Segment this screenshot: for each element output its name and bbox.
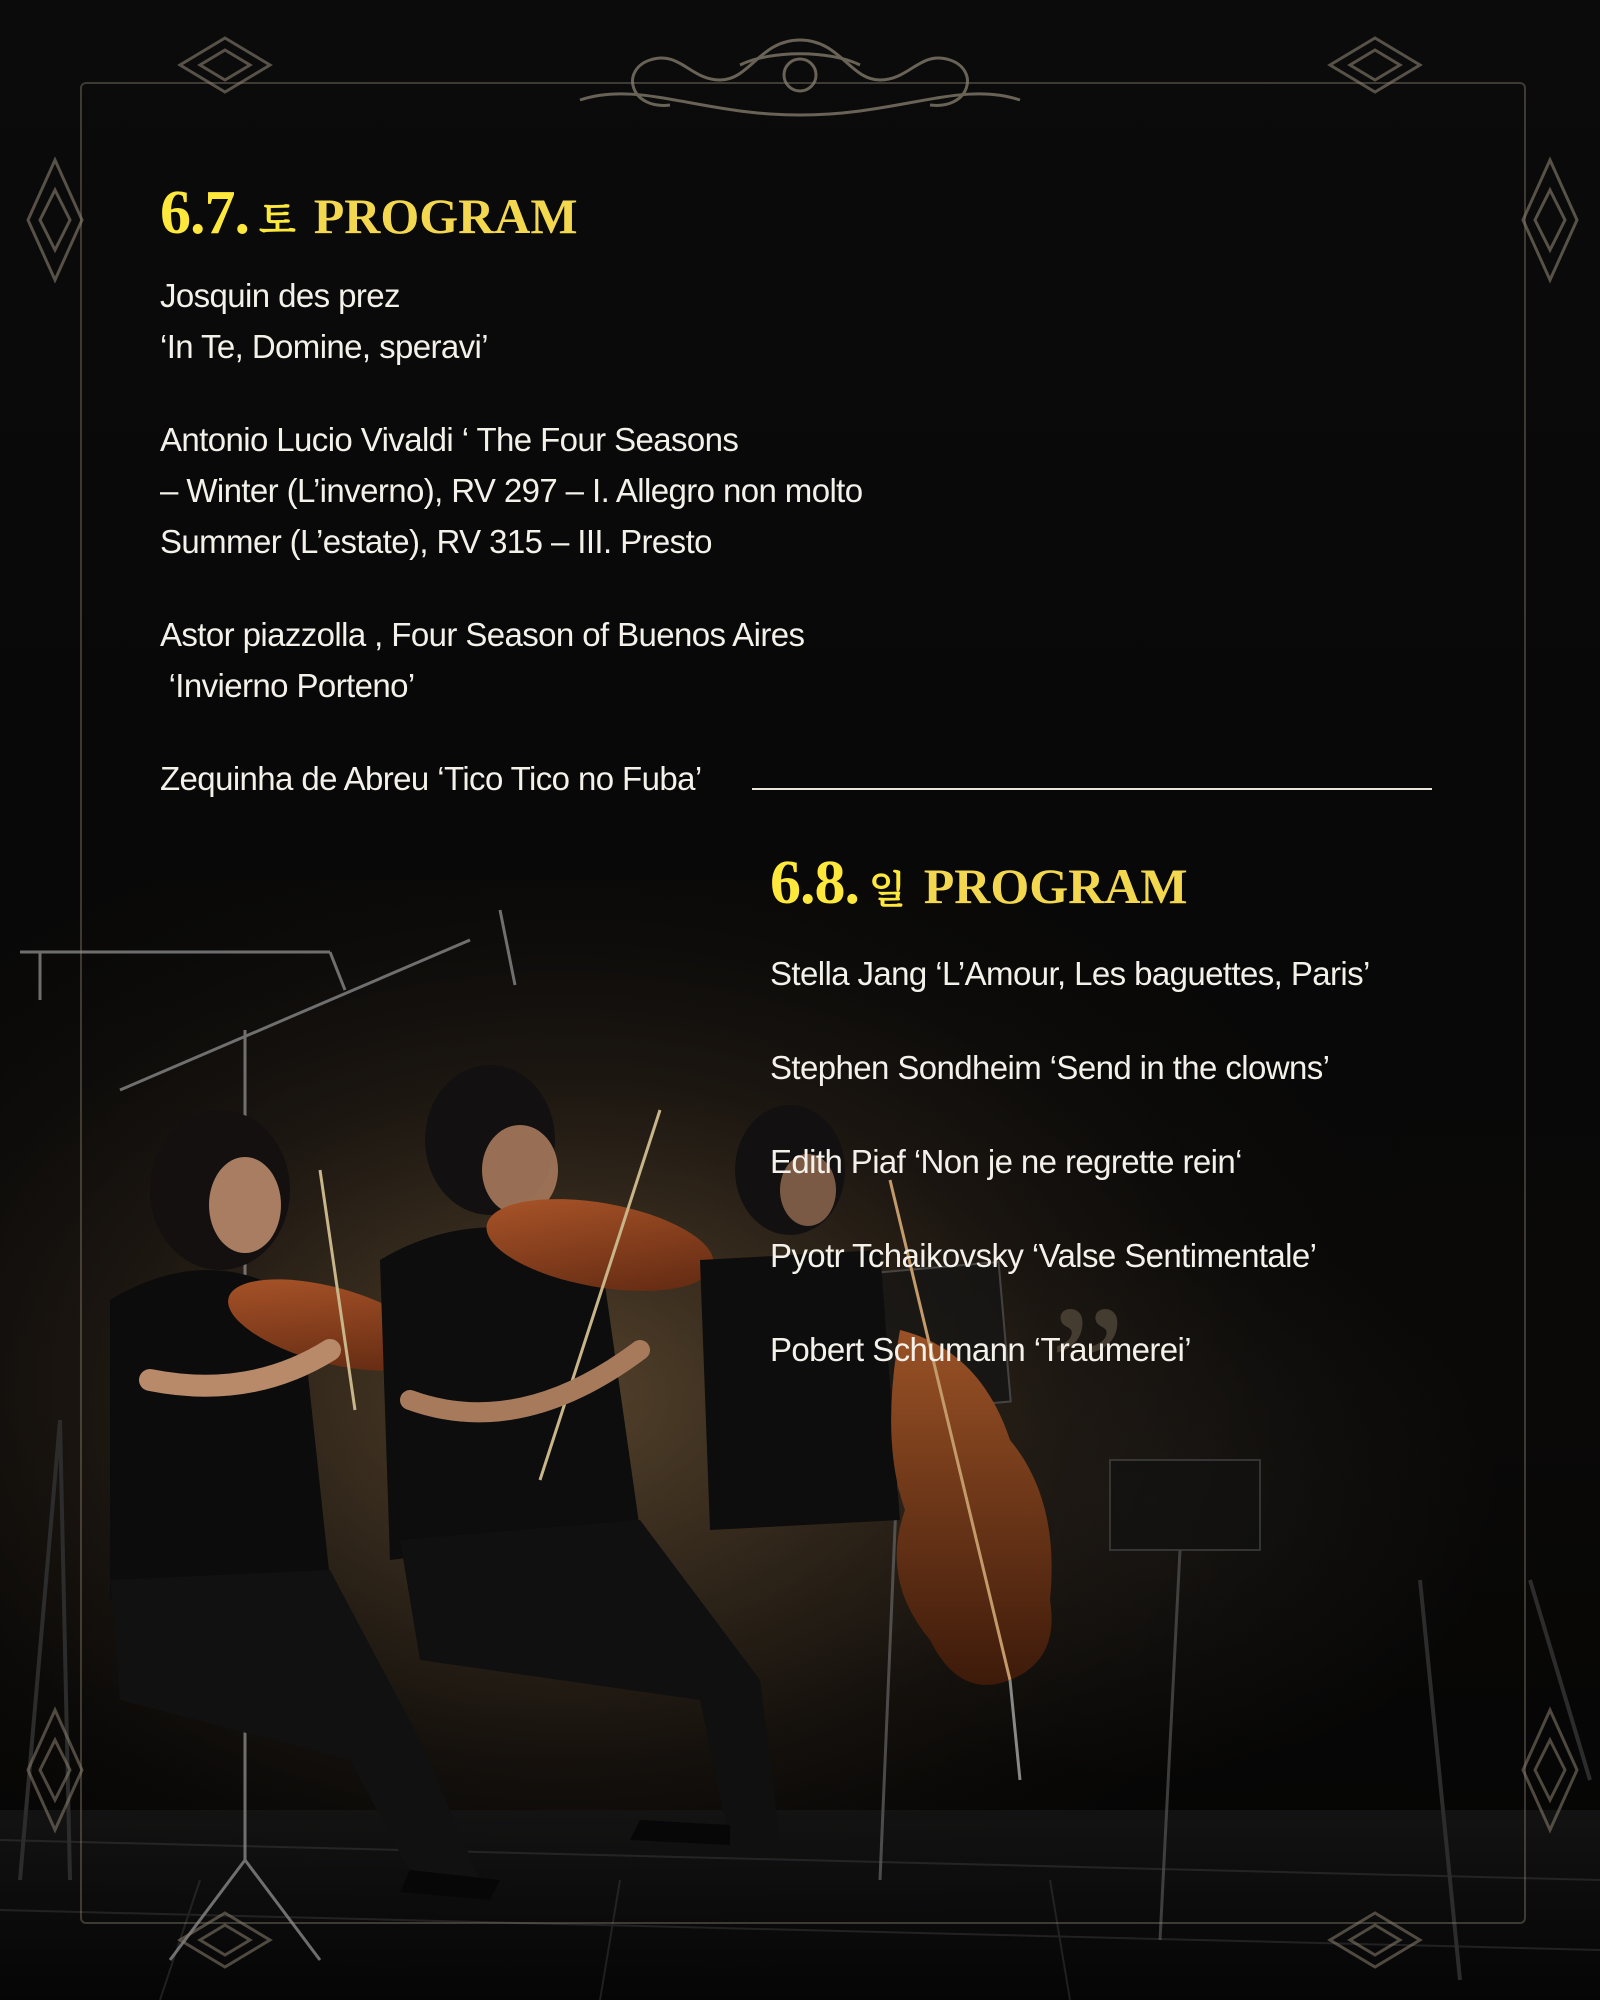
program-line: Antonio Lucio Vivaldi ‘ The Four Seasons [160, 421, 739, 458]
program-line: Stephen Sondheim ‘Send in the clowns’ [770, 1049, 1330, 1086]
program-line: Josquin des prez [160, 277, 400, 314]
program-item [770, 1136, 1490, 1187]
program-item [770, 948, 1490, 999]
quote-mark-icon: ” [1050, 1271, 1126, 1459]
program-list-sat [160, 270, 1060, 846]
ornamental-scroll-icon [560, 20, 1040, 130]
program-item [160, 609, 1060, 711]
program-date: 6.7. [160, 179, 249, 247]
program-title: PROGRAM [923, 858, 1188, 914]
program-item [160, 414, 1060, 567]
program-line: Stella Jang ‘L’Amour, Les baguettes, Paris’ [770, 955, 1370, 992]
corner-knot-icon [1515, 150, 1585, 290]
program-day: 일 [869, 868, 906, 912]
section-divider [752, 788, 1432, 790]
program-line: Pyotr Tchaikovsky ‘Valse Sentimentale’ [770, 1237, 1317, 1274]
program-item [160, 270, 1060, 372]
program-line: Pobert Schumann ‘Traumerei’ [770, 1331, 1191, 1368]
corner-knot-icon [170, 1905, 280, 1975]
program-heading-sun [770, 848, 1188, 919]
corner-knot-icon [20, 150, 90, 290]
program-item [160, 753, 1060, 804]
program-heading-sat [160, 178, 578, 249]
program-line: ‘Invierno Porteno’ [160, 667, 415, 704]
program-line: ‘In Te, Domine, speravi’ [160, 328, 488, 365]
program-list-sun [770, 948, 1490, 1417]
program-item [770, 1324, 1490, 1375]
program-line: Astor piazzolla , Four Season of Buenos Aires [160, 616, 805, 653]
program-date: 6.8. [770, 849, 859, 917]
program-item [770, 1042, 1490, 1093]
program-item [770, 1230, 1490, 1281]
corner-knot-icon [1320, 30, 1430, 100]
program-line: – Winter (L’inverno), RV 297 – I. Allegro non molto [160, 472, 863, 509]
program-line: Summer (L’estate), RV 315 – III. Presto [160, 523, 712, 560]
corner-knot-icon [20, 1700, 90, 1840]
corner-knot-icon [1515, 1700, 1585, 1840]
program-day: 토 [259, 198, 296, 242]
program-line: Edith Piaf ‘Non je ne regrette rein‘ [770, 1143, 1242, 1180]
corner-knot-icon [170, 30, 280, 100]
corner-knot-icon [1320, 1905, 1430, 1975]
program-title: PROGRAM [313, 188, 578, 244]
program-line: Zequinha de Abreu ‘Tico Tico no Fuba’ [160, 760, 702, 797]
